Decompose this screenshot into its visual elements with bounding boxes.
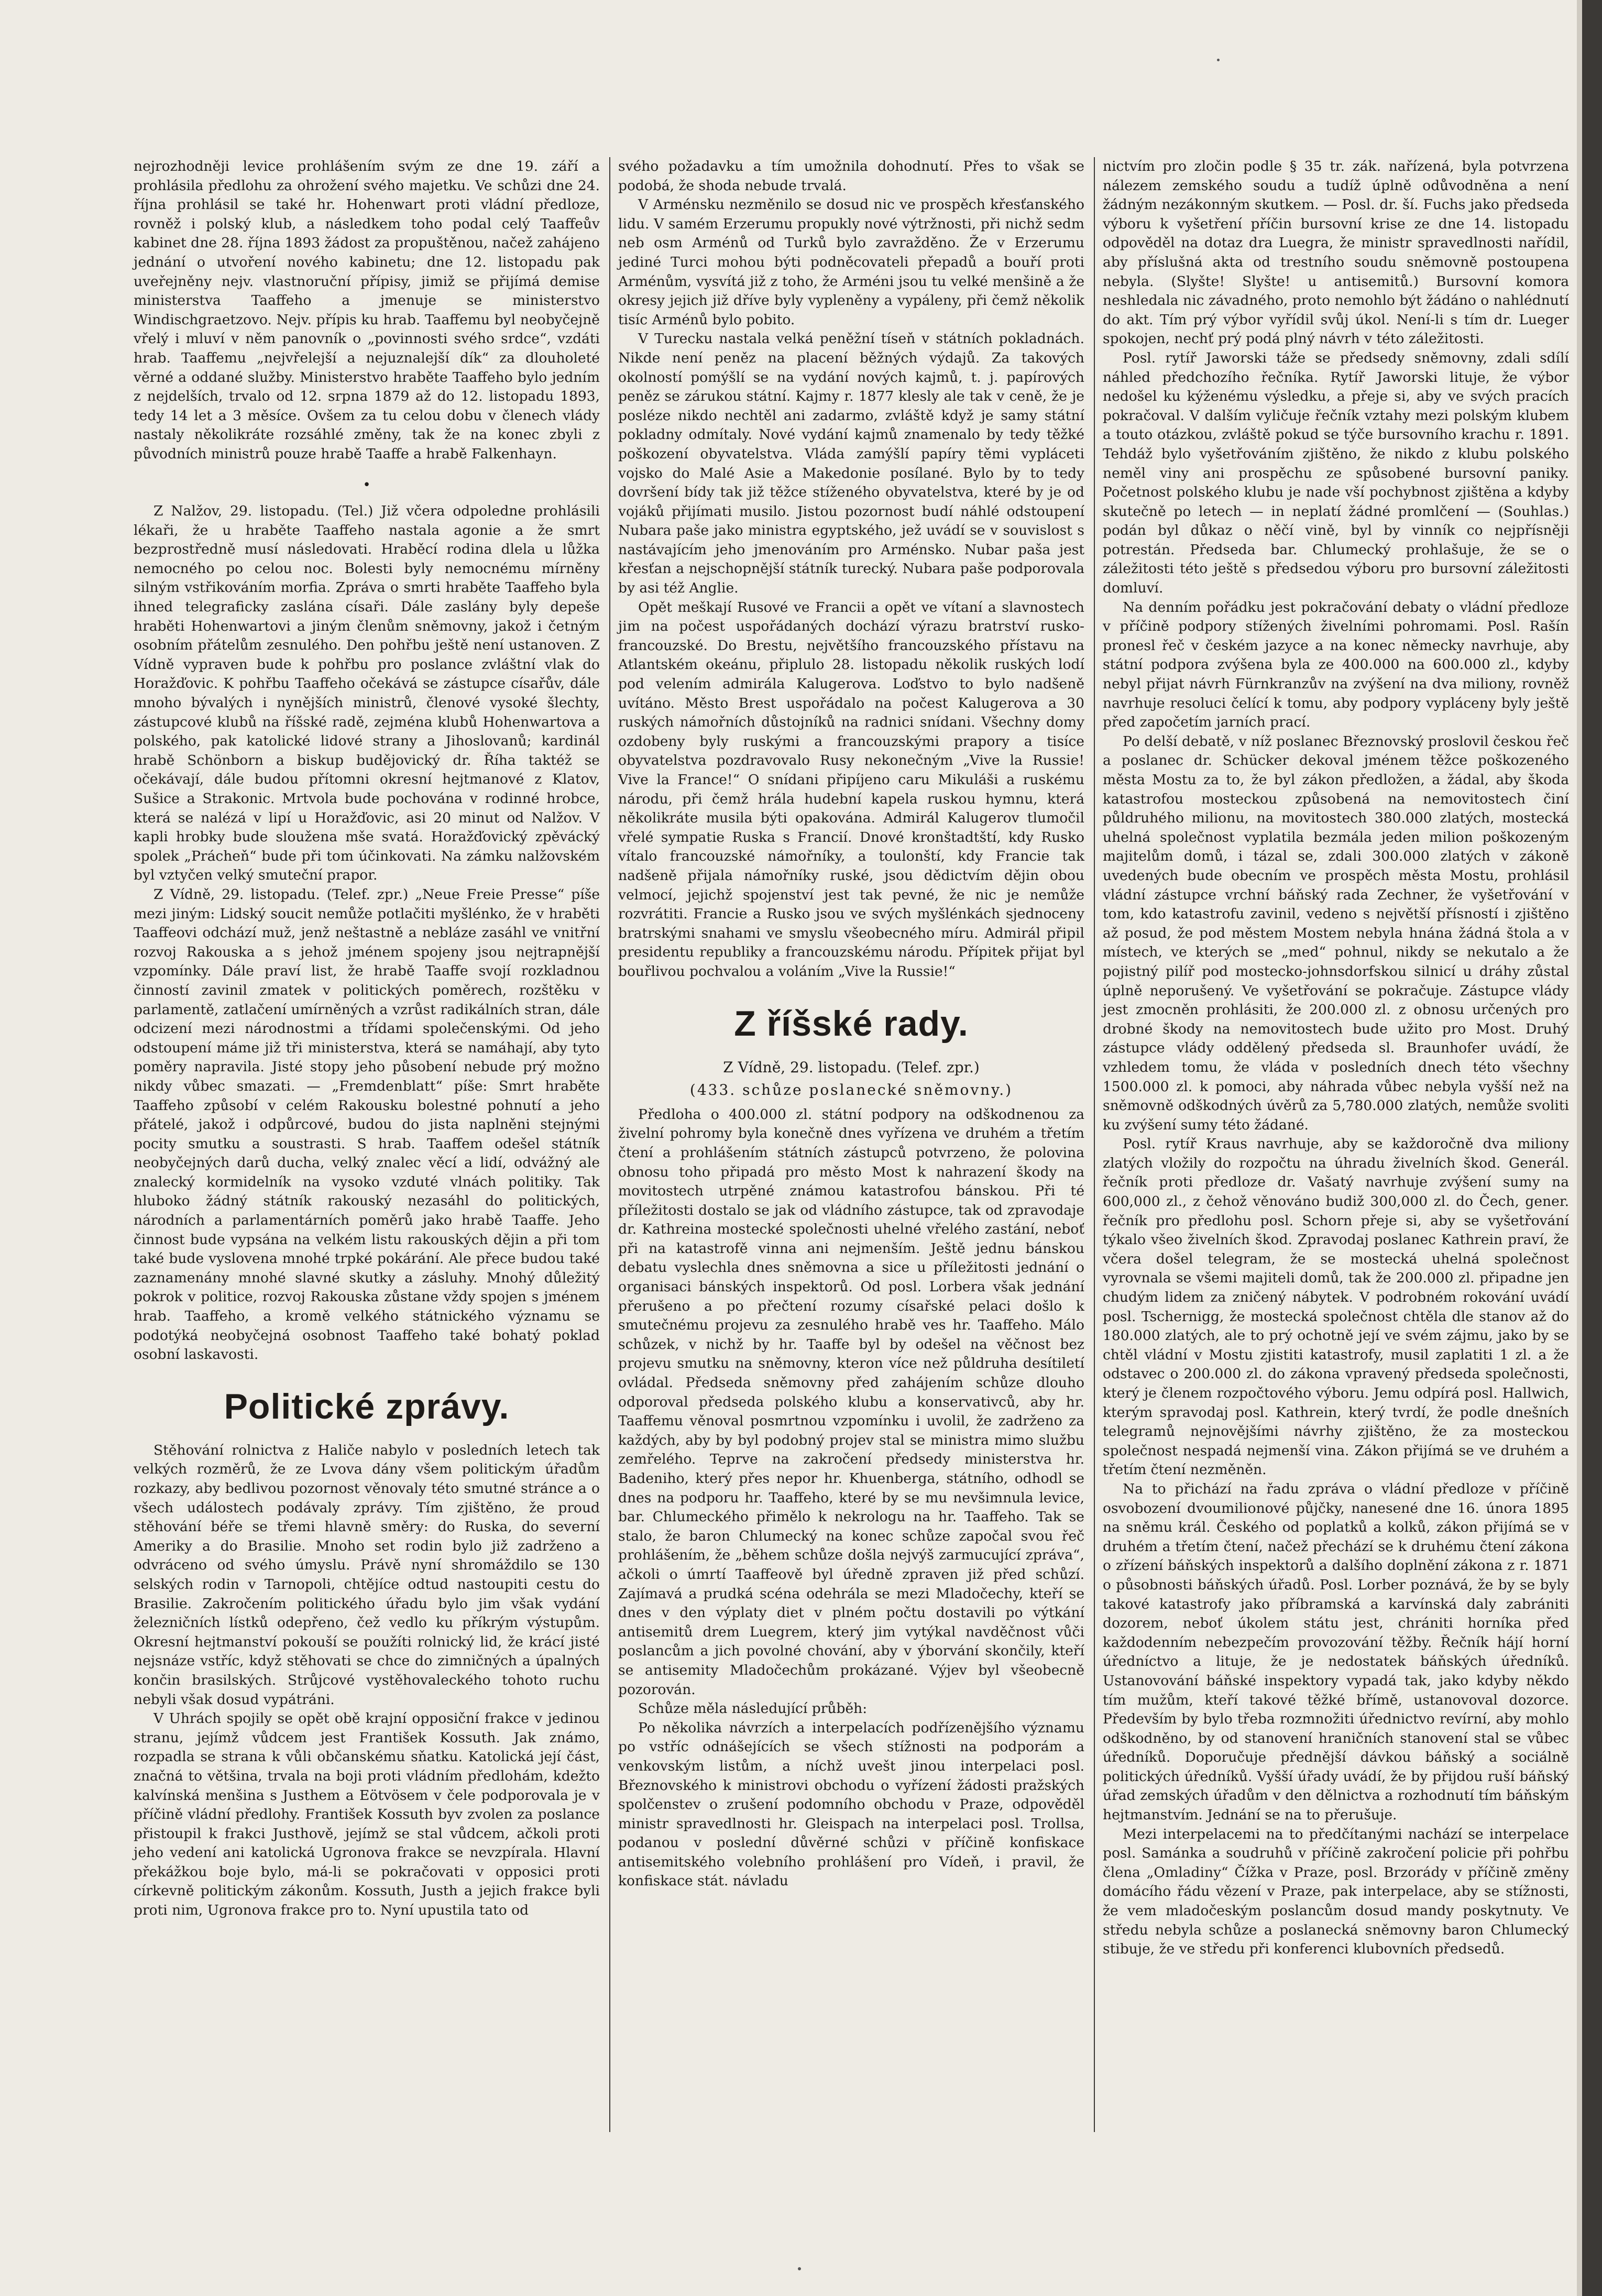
article-hungary: V Uhrách spojily se opět obě krajní opposiční frakce v jedinou stranu, jejímž vůdcem jest František Kossuth. Jak známo, rozpadla se strana k vůli občanskému sňatku. Katolická její část, značná to většina, trvala na boji proti vládním předlohám, kdežto kalvínská menšina s Justhem a Eötvösem v čele podporovala je v příčině vládní předlohy. František Kossuth byv zvolen za poslance přistoupil k frakci Justhově, jejímž se stal vůdcem, ačkoli proti jeho vedení ani katolická Ugronova frakce se nevzpírala. Hlavní překážkou boje bylo, má-li se pokračovati v opposici proti církevně politickým zákonům. Kossuth, Justh a jejich frakce byli proti nim, Ugronova frakce pro to. Nyní upustila tato od: [134, 1710, 600, 1919]
article-halic-emigration: Stěhování rolnictva z Haliče nabylo v posledních letech tak velkých rozměrů, že ze Lvova dány všem politickým úřadům rozkazy, aby bedlivou pozornost věnovaly této smutné stránce a o všech událostech podávaly zprávy. Tím zjištěno, že proud stěhování béře se třemi hlavně směry: do Ruska, do severní Ameriky a do Brasilie. Mnoho set rodin bylo již zadrženo a odvráceno od svého úmyslu. Právě nyní shromáždilo se 130 selských rodin v Tarnopoli, chtějíce odtud nastoupiti cestu do Brasilie. Zakročením politického úřadu bylo jim však vydání železničních lístků odepřeno, čež vedlo ku příkrým výstupům. Okresní hejtmanství pokouší se použíti rolnický lid, že krácí jisté nejsnáze vstříc, když stěhovati se chce do zimničných a úpalných končin brasilských. Strůjcové vystěhovaleckého tohoto ruchu nebyli však dosud vypátráni.: [134, 1442, 600, 1708]
article-loan-mining: Na to přichází na řadu zpráva o vládní předloze v příčině osvobození dvoumilionové půjčky, nanesené dne 16. února 1895 na sněmu král. Českého od poplatků a kolků, zákon přijímá se v druhém a třetím čtení, načež přechází se k druhému čtení zákona o zřízení báňských inspektorů a dalšího doplnění zákona z r. 1871 o působnosti báňských úřadů. Posl. Lorber poznává, že by se byly takové katastrofy jako příbramská a karvínská daly zabrániti dozorem, neboť úkolem státu jest, chrániti horníka před každodenním nebezpečím provozování těžby. Řečník hájí horní úředníctvo a lituje, že je nedostatek báňských úředníků. Ustanovování báňské inspektory vypadá tak, jako kdyby někdo tím mužům, kteří takové těžké břímě, ustanovoval dozorce. Především by bylo třeba rozmnožiti úřednictvo revírní, aby mohlo odškodněno, by od stanovení hraničních stanovení stal se vůbec úředníků. Doporučuje přednější dávkou báňský a sociálně politických úředníků. Vyšší úřady uvádí, že by přijdou ruší báňský úřad zemských úřadům v den dělnictva a rozhodnutí tím báňským hejtmanstvím. Jednání se na to přerušuje.: [1103, 1480, 1569, 1823]
article-kraus-proposal: Posl. rytíř Kraus navrhuje, aby se každoročně dva miliony zlatých vložily do rozpočtu na úhradu živelních škod. Generál. řečník proti předloze dr. Vašatý navrhuje zvýšení sumy na 600,000 zl., z čehož věnováno budiž 300,000 zl. do Čech, gener. řečník pro předlohu posl. Schorn přeje si, aby se vyšetřování týkalo všeo živelních škod. Zpravodaj poslanec Kathrein praví, že včera došel telegram, že se mostecká uhelná společnost vyrovnala se všemi majiteli domů, tak že 200.000 zl. připadne jen chudým lidem za zničený nábytek. V podrobném rokování uvádí posl. Tschernigg, že mostecká společnost chtěla dle stanov až do 180.000 zlatých, ale to prý ochotně její ve svém zájmu, jako by se chtěl vládní v Mostu zjistiti katastrofy, musil zaplatiti 1 zl. a že odstavec o 200.000 zl. do zákona vpravený předseda společnosti, který je členem rozpočtového výboru. Jemu odpírá posl. Hallwich, kterým spravodaj posl. Kathrein, který tvrdí, že podle dnešních telegramů nejnovějšími návrhy zjištěno, že za mosteckou společnost nespadá nejmenší vina. Zákon přijímá se ve druhém a třetím čtení nezměněn.: [1103, 1136, 1569, 1478]
section-heading-risska-rada: Z říšské rady.: [734, 1003, 969, 1043]
article-session-course-label: Schůze měla následující průběh:: [638, 1700, 868, 1717]
column-rule-1: [609, 157, 610, 2132]
column-2: [618, 157, 1084, 1891]
article-hungary-continued: svého požadavku a tím umožnila dohodnutí. Přes to však se podobá, že shoda nebude trvalá.: [618, 158, 1084, 194]
article-final-interpellations: Mezi interpelacemi na to předčítanými nachází se interpelace posl. Samánka a soudruhů v příčině zakročení policie při pohřbu člena „Omladiny“ Čížka v Praze, posl. Brzorády v příčině změny domácího řádu vězení v Praze, pak interpelace, aby se stížnosti, že vem mladočeským poslancům dosud mandy poskytnuty. Ve středu nebyla schůze a poslanecká sněmovny baron Chlumecký stibuje, že ve středu při konferenci klubovních předsedů.: [1103, 1826, 1569, 1958]
separator-dot: •: [363, 477, 371, 493]
paper-speck: [1217, 59, 1220, 61]
dateline-vienna: Z Vídně, 29. listopadu. (Telef. zpr.): [723, 1058, 980, 1076]
article-fuchs-committee: nictvím pro zločin podle § 35 tr. zák. nařízená, byla potvrzena nálezem zemského soudu a tudíž úplně odůvodněna a není žádným nezákonným skutkem. — Posl. dr. ší. Fuchs jako předseda výboru k vyšetření příčin bursovní krise ze dne 14. listopadu odpověděl na dotaz dra Luegra, že ministr spravedlnosti nařídil, aby příslušná akta od trestního soudu sněmovně postoupena nebyla. (Slyšte! Slyšte! u antisemitů.) Bursovní komora neshledala nic závadného, proto nemohlo být žádáno o nahlédnutí do akt. Tím prý výbor vyřídil svůj úkol. Není-li s tím dr. Lueger spokojen, nechť prý podá plný návrh v této záležitosti.: [1103, 158, 1569, 347]
article-interpellations: Po několika návrzích a interpelacích podřízenějšího významu po vstříc odnášejících se všech stížnosti na podporám a venkovským listům, a níchž uvešt jinou interpelaci posl. Březnovského k ministrovi obchodu o vyřízení žádosti pražských spolčenstev o zrušení podomního obchodu v Praze, odpověděl ministr spravedlnosti hr. Gleispach na interpelaci posl. Trollsa, podanou v poslední důvěrné schůzi v příčině konfiskace antisemitského volebního prohlášení pro Vídeň, i pravil, že konfiskace stát. návladu: [618, 1719, 1084, 1889]
article-russians-france: Opět meškají Rusové ve Francii a opět ve vítaní a slavnostech jim na počest uspořádaných dochází výrazu bratrství rusko-francouzské. Do Brestu, největšího francouzského přístavu na Atlantském okeánu, připlulo 28. listopadu několik ruských lodí pod velením admirála Kalugerova. Loďstvo to bylo nadšeně uvítáno. Město Brest uspořádalo na počest Kalugerova a 30 ruských námořních důstojníků na radnici snídani. Všechny domy ozdobeny byly ruskými a francouzskými prapory a tisíce obyvatelstva pozdravovalo Rusy nekonečným „Vive la Russie! Vive la France!“ O snídani připíjeno caru Mikuláši a ruskému národu, při čemž hrála hudební kapela ruskou hymnu, která několikráte musila býti opakována. Admirál Kalugerov tlumočil vřelé sympatie Ruska s Francií. Dnové kronštadtští, kdy Rusko vítalo francouzské námořníky, a toulonští, kdy Francie tak nadšeně přijala námořníky ruské, jsou dědictvím dějin obou velmocí, jejichž spojenství jest tak pevné, že nic je nemůže rozvrátiti. Francie a Rusko jsou ve svých myšlénkách sjednoceny bratrskými snahami ve smyslu všeobecného míru. Admirál připil presidentu republiky a francouzskému národu. Přípitek přijat byl bouřlivou pochvalou a voláním „Vive la Russie!“: [618, 599, 1084, 980]
article-turkey: V Turecku nastala velká peněžní tíseň v státních pokladnách. Nikde není peněz na placení běžných výdajů. Za takových okolností pomýšlí se na vydání nových kajmů, t. j. papírových peněz se zárukou státní. Kajmy r. 1877 klesly ale tak v ceně, že je posléze nikdo nechtěl ani zadarmo, zvláště když je samy státní pokladny odmítaly. Nové vydání kajmů znamenalo by tedy těžké poškození obyvatelstva. Vláda zamýšlí papíry těmi vypláceti vojsko do Malé Asie a Makedonie posílané. Bylo by to tedy dovršení bídy tak již těžce stíženého obyvatelstva, které by je od vojáků přijímati musilo. Jistou pozornost budí náhlé odstoupení Nubara paše jako ministra egyptského, jež uvádí se v souvislost s nastávajícím jeho jmenováním pro Arménsko. Nubar paša jest křesťan a nejschopnější státník turecký. Nubara paše podporovala by asi též Anglie.: [618, 331, 1084, 597]
article-jaworski: Posl. rytíř Jaworski táže se předsedy sněmovny, zdali sdílí náhled předchozího řečníka. Rytíř Jaworski lituje, že výbor nedošel ku kýženému výsledku, a přeje si, aby ve svých pracích pokračoval. V dalším vyličuje řečník vztahy mezi polským klubem a touto otázkou, zvláště pokud se týče bursovního krachu r. 1891. Tehdáž bylo vyšetřováním zjištěno, že nikdo z klubu polského neměl viny ani prospěchu ze spůsobené bursovní paniky. Početnost polského klubu je nade vší pochybnost zjištěna a kdyby skutečně po letech — in neplatí žádné promlčení — (Souhlas.) podán byl důkaz o něčí vině, byl by vinník co nejpřísněji potrestán. Předseda bar. Chlumecký prohlašuje, že se o záležitosti této ještě s předsedou výboru pro bursovní záležitosti domluví.: [1103, 349, 1569, 597]
column-rule-2: [1094, 157, 1095, 2132]
column-1: [134, 157, 600, 1920]
page-dark-edge: [1582, 0, 1602, 2296]
section-heading-politicke-zpravy: Politické zprávy.: [224, 1386, 510, 1426]
article-armenia: V Arménsku nezměnilo se dosud nic ve prospěch křesťanského lidu. V samém Erzerumu propukly nové výtržnosti, při nichž sedm neb osm Arménů od Turků bylo zavražděno. Že v Erzerumu jediné Turci mohou býti podněcovateli přepadů a bouří proti Arménům, vysvítá již z toho, že Arméni jsou tu velké menšině a že okresy jejich již dříve byly vypleněny a vypáleny, při čemž několik tisíc Arménů bylo pobito.: [618, 196, 1084, 328]
page-fold-shadow: [1577, 0, 1582, 2296]
paper-speck: [798, 2267, 801, 2270]
article-parliament-relief: Předloha o 400.000 zl. státní podpory na odškodnenou za živelní pohromy byla konečně dnes vyřízena ve druhém a třetím čtení a prohlášením státních zástupců potvrzeno, že polovina obnosu toho připadá pro město Most k nahrazení škody na movitostech utrpěné známou katastrofou bánskou. Při té příležitosti dostalo se jak od vládního zástupce, tak od zpravodaje dr. Kathreina mostecké společnosti uhelné vřelého zastání, neboť při na katastrofě vinna ani nejmenším. Ještě jednu bánskou debatu vyslechla dnes sněmovna a sice u příležitosti jednání o organisaci bánských inspektorů. Od posl. Lorbera však jednání přerušeno a po přečtení rozumy císařské pelaci došlo k smutečnému projevu za zesnulého hrabě ves hr. Taaffeho. Málo schůzek, v nichž by hr. Taaffe byl by odešel na věčnost bez projevu smutku na sněmovny, kteron více než půldruha desítiletí ovládal. Předseda sněmovny před zahájením schůze dlouho odporoval předseda polského klubu a konservativců, aby hr. Taaffemu věnoval posmrtnou vzpomínku i uvolil, že zadrženo za každých, aby by byl podobný projev stal se ministra mimo službu zemřelého. Teprve na zakročení předsedy ministerstva hr. Badeniho, který přes nepor hr. Khuenberga, státního, odhodl se dnes na podporu hr. Taaffeho, které by se mu nevšimnula levice, bar. Chlumeckého přimělo k nekrologu na hr. Taaffeho. Tak se stalo, že baron Chlumecký na konec schůze započal svou řeč prohlášením, že „během schůze došla nejvýš zarmucující zpráva“, ačkoli o úmrtí Taaffeově byl úředně zpraven již před schůzí. Zajímavá a prudká scéna odehrála se mezi Mladočechy, kteří se dnes v den výplaty diet v plném počtu dostavili po výtkání antisemitů drem Luegrem, který jim vytýkal navděčnost vůči poslancům a jich povolné chování, aby v ýborvání skončily, kteří se antisemity Mladočechům prokázané. Výjev byl všeobecně pozorován.: [618, 1106, 1084, 1698]
session-number: (433. schůze poslanecké sněmovny.): [689, 1081, 1013, 1099]
article-most-debate: Po delší debatě, v níž poslanec Březnovský proslovil českou řeč a poslanec dr. Schücker dekoval jménem těžce poškozeného města Mostu za to, že byl zákon předložen, a žádal, aby škoda katastrofou mosteckou způsobená na nemovitostech činí půldruhého milionu, na movitostech 380.000 zlatých, mostecká uhelná společnost vyplatila bezmála jeden milion poškozeným majitelům domů, i tázal se, zdali 300.000 zlatých v zákoně uvedených bude obecním ve prospěch města Mostu, prohlásil vládní zástupce vrchní báňský rada Zechner, že vyšetřování v tom, kdo katastrofu zavinil, vedeno s největší přísností i zjištěno až posud, že pod městem Mostem nebyla hnána žádná štola a v místech, ve kterých se „med“ pohnul, nikdy se nekutalo a že pojistný pilíř pod mostecko-johnsdorfskou silnicí u dráhy zůstal úplně neporušený. Ve vyšetřování se pokračuje. Zástupce vlády jest zmocněn prohlásiti, že 200.000 zl. z obnosu určených pro drobné škody na nemovitostech bude užito pro Most. Druhý zástupce vlády oddělený předseda sl. Braunhofer uvádí, že vzhledem tomu, že vláda v posledních dnech této všechny 1500.000 zl. k pomoci, aby náhrada vůbec nebyla vyšší než na sněmovně odškodných úvěrů za 5,780.000 zlatých, nemůže svoliti ku zvýšení sumy této žádané.: [1103, 733, 1569, 1133]
article-vienna-press: Z Vídně, 29. listopadu. (Telef. zpr.) „Neue Freie Presse“ píše mezi jiným: Lidský soucit nemůže potlačiti myšlénko, že v hraběti Taaffeovi odchází muž, jenž neštastně a nebláze zasáhl ve vnitřní rozvoj Rakouska a s jehož jménem spojeny jsou nejtrapnější vzpomínky. Dále praví list, že hrabě Taaffe svojí rozkladnou činností zavinil zmatek v politických poměrech, rozštěku v parlamentě, zatlačení umírněných a vzrůst radikálních stran, dále odcizení mezi národnostmi a třídami společenskými. Od jeho odstoupení máme již tři ministerstva, která se namáhají, aby tyto poměry napravila. Jisté stopy jeho působení nebude prý možno nikdy vůbec smazati. — „Fremdenblatt“ píše: Smrt hraběte Taaffeho způsobí v celém Rakousku bolestné pohnutí a jeho přátelé, jakož i odpůrcové, budou do jista naplněni stejnými pocity smutku a soustrasti. S hrab. Taaffem odešel státník neobyčejných darů ducha, velký znalec věcí a lidí, odvážný ale znalecký kormidelník na vysoko vzduté vlnách politiky. Tak hluboko žádný státník rakouský nezasáhl do politických, národních a parlamentárních poměrů jako hrabě Taaffe. Jeho činnost bude vypsána na velkém listu rakouských dějin a při tom také bude vyslovena mnohé trpké pokárání. Ale přece budou také zaznamenány mnohé slavné skutky a zásluhy. Mnohý důležitý pokrok v politice, rozvoj Rakouska zůstane vždy spojen s jménem hrab. Taaffeho, a kromě velkého státnického významu se podotýká neobyčejná osobnost Taaffeho také bohatý poklad osobní laskavosti.: [134, 886, 600, 1363]
article-daily-agenda: Na denním pořádku jest pokračování debaty o vládní předloze v příčině podpory stížených živelními pohromami. Posl. Rašín pronesl řeč v českém jazyce a na konec německy navrhuje, aby státní podpora zvýšena byla ze 400.000 na 600.000 zl., kdyby nebyl přijat návrh Fürnkranzův na zvýšení na dva miliony, rovněž navrhuje resoluci čelící k tomu, aby podpory vypláceny byly ještě před započetím jarních prací.: [1103, 599, 1569, 731]
article-taaffe-cabinet: nejrozhodněji levice prohlášením svým ze dne 19. září a prohlásila předlohu za ohrožení svého majetku. Ve schůzi dne 24. října prohlásil se také hr. Hohenwart proti vládní předloze, rovněž i polský klub, a následkem toho podal celý Taaffeův kabinet dne 28. října 1893 žádost za propuštěnou, načež zahájeno jednání o utvoření nového kabinetu; dne 12. listopadu pak uveřejněny nejv. vlastnoruční přípisy, jimiž se přijímá demise ministerstva Taaffeho a jmenuje se ministerstvo Windischgraetzovo. Nejv. přípis ku hrab. Taaffemu byl neobyčejně vřelý i mluví v něm panovník o „povinnosti svého srdce“, vzdáti hrab. Taaffemu „nejvřelejší a nejuznalejší dík“ za dlouholeté věrné a oddané služby. Ministerstvo hraběte Taaffeho bylo jedním z nejdelších, trvalo od 12. srpna 1879 až do 12. listopadu 1893, tedy 14 let a 3 měsíce. Ovšem za tu celou dobu v členech vlády nastaly několikráte rozsáhlé změny, tak že na konec zbyli z původních ministrů pouze hrabě Taaffe a hrabě Falkenhayn.: [134, 158, 600, 462]
column-3: [1103, 157, 1569, 1959]
article-nalzov-report: Z Nalžov, 29. listopadu. (Tel.) Již včera odpoledne prohlásili lékaři, že u hraběte Taaffeho nastala agonie a že smrt bezprostředně musí následovati. Hraběcí rodina dlela u lůžka nemocného po celou noc. Bolesti byly nemocnému mírněny silným vstřikováním morfia. Zpráva o smrti hraběte Taaffeho byla ihned telegraficky zaslána císaři. Dále zaslány byly depeše hraběti Hohenwartovi a jiným členům sněmovny, jakož i četným osobním přátelům zesnulého. Den pohřbu ještě není ustanoven. Z Vídně vypraven bude k pohřbu pro poslance zvláštní vlak do Horažďovic. K pohřbu Taaffeho očekává se zástupce císařův, dále mnoho bývalých i nynějších ministrů, členové vysoké šlechty, zástupcové klubů na říšské radě, zejména klubů Hohenwartova a polského, pak katolické lidové strany a Jihoslovanů; kardinál hrabě Schönborn a biskup budějovický dr. Říha taktéž se očekávají, dále budou přítomni okresní hejtmanové z Klatov, Sušice a Strakonic. Mrtvola bude pochována v rodinné hrobce, která se nalézá v lipí u Horažďovic, asi 20 minut od Nalžov. V kapli hrobky bude sloužena mše svatá. Horažďovický zpěvácký spolek „Prácheň“ bude při tom účinkovati. Na zámku nalžovském byl vztyčen velký smuteční prapor.: [134, 503, 600, 884]
